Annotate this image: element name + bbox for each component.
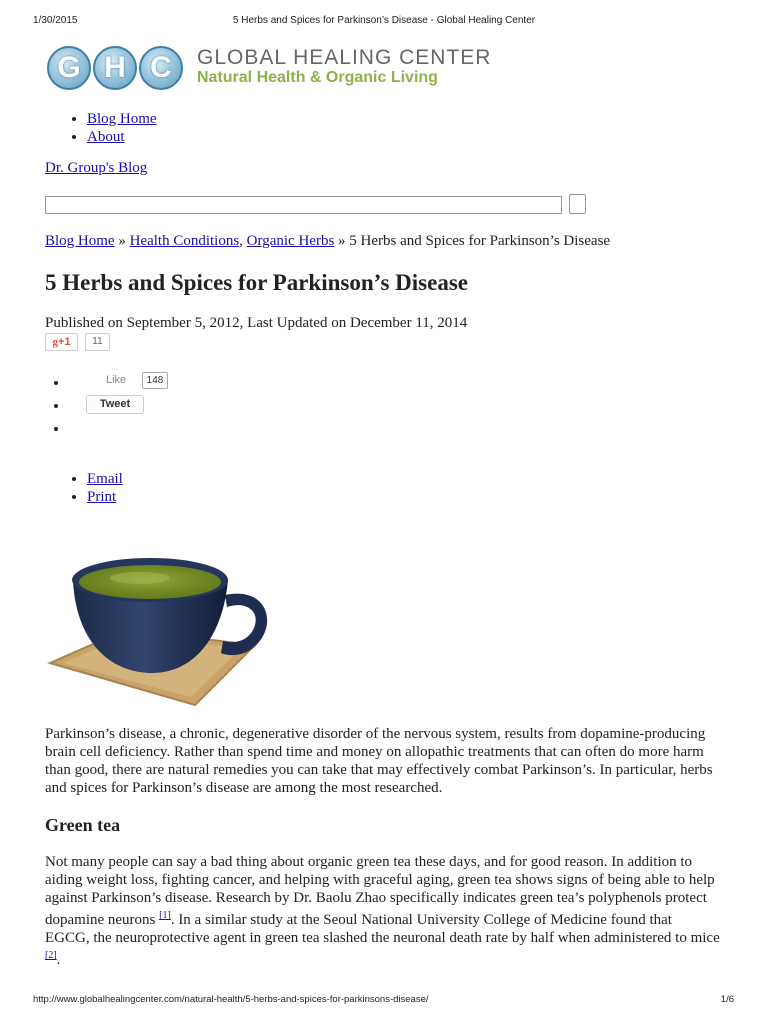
breadcrumb-health-conditions[interactable]: Health Conditions: [129, 233, 240, 249]
list-item: [87, 470, 123, 488]
gplus-count: 11: [85, 333, 110, 351]
print-link[interactable]: Print: [87, 489, 117, 505]
footnote-link-2[interactable]: [2]: [45, 950, 57, 961]
nav-item-about: [87, 128, 157, 146]
breadcrumb-organic-herbs[interactable]: Organic Herbs: [246, 233, 335, 249]
green-tea-text-2: . In a similar study at the Seoul National University College of Medicine found that EGCG, the neuroprotective agent in green tea slashed the neuronal death rate by half when administered to mice: [45, 912, 720, 946]
breadcrumb-separator: »: [338, 233, 346, 249]
green-tea-text-1: Not many people can say a bad thing about organic green tea these days, and for good reason. In addition to aiding weight loss, fighting cancer, and helping with graceful aging, green tea shows signs of being able to help against Parkinson’s disease. Research by Dr. Baolu Zhao specifically indicates green tea’s polyphenols protect dopamine neurons: [45, 854, 715, 928]
like-count: 148: [142, 372, 168, 389]
gplus-label: +1: [57, 336, 71, 348]
intro-paragraph: Parkinson’s disease, a chronic, degenerative disorder of the nervous system, results from dopamine-producing brain cell deficiency. Rather than spend time and money on allopathic treatments that can often do more harm than good, there are natural remedies you can take that may effectively combat Parkinson’s. In particular, herbs and spices for Parkinson’s disease are among the most researched.: [45, 726, 713, 796]
logo-name: GLOBAL HEALING CENTER: [197, 46, 492, 69]
green-tea-cup-image: [45, 535, 275, 710]
green-tea-paragraph: [45, 853, 720, 969]
main-nav: [45, 110, 157, 146]
article-title: 5 Herbs and Spices for Parkinson’s Disease: [45, 270, 468, 295]
gplus-button[interactable]: [45, 333, 78, 351]
print-date: 1/30/2015: [33, 15, 78, 26]
print-title: 5 Herbs and Spices for Parkinson’s Disease - Global Healing Center: [232, 15, 536, 26]
green-tea-text-3: .: [56, 952, 61, 968]
search-button[interactable]: [569, 194, 586, 214]
logo-letter-g: G: [47, 46, 91, 90]
print-page-number: 1/6: [720, 994, 734, 1005]
breadcrumb-current: 5 Herbs and Spices for Parkinson’s Disease: [349, 233, 611, 249]
share-links: [45, 470, 123, 506]
nav-link-blog-home[interactable]: Blog Home: [87, 111, 157, 127]
breadcrumb-separator: »: [118, 233, 126, 249]
nav-item-blog-home: [87, 110, 157, 128]
site-logo[interactable]: [47, 44, 497, 92]
section-heading-green-tea: Green tea: [45, 815, 121, 835]
tweet-button[interactable]: Tweet: [86, 395, 144, 414]
list-item: [87, 488, 123, 506]
social-share-list: [45, 372, 69, 441]
like-button[interactable]: Like: [106, 374, 127, 386]
logo-tagline: Natural Health & Organic Living: [197, 69, 438, 86]
gplus-g-icon: g: [52, 336, 58, 348]
logo-letter-h: H: [93, 46, 137, 90]
breadcrumb-home[interactable]: Blog Home: [45, 233, 115, 249]
nav-link-about[interactable]: About: [87, 129, 125, 145]
publish-dates: Published on September 5, 2012, Last Updated on December 11, 2014: [45, 315, 468, 331]
email-link[interactable]: Email: [87, 471, 123, 487]
search-input[interactable]: [45, 196, 562, 214]
breadcrumb: [45, 233, 610, 250]
breadcrumb-comma: ,: [239, 233, 243, 249]
logo-letter-c: C: [139, 46, 183, 90]
footnote-link-1[interactable]: [1]: [159, 910, 171, 921]
print-url: http://www.globalhealingcenter.com/natural-health/5-herbs-and-spices-for-parkinsons-disease/: [33, 994, 429, 1005]
blog-name-link[interactable]: Dr. Group's Blog: [45, 160, 148, 176]
